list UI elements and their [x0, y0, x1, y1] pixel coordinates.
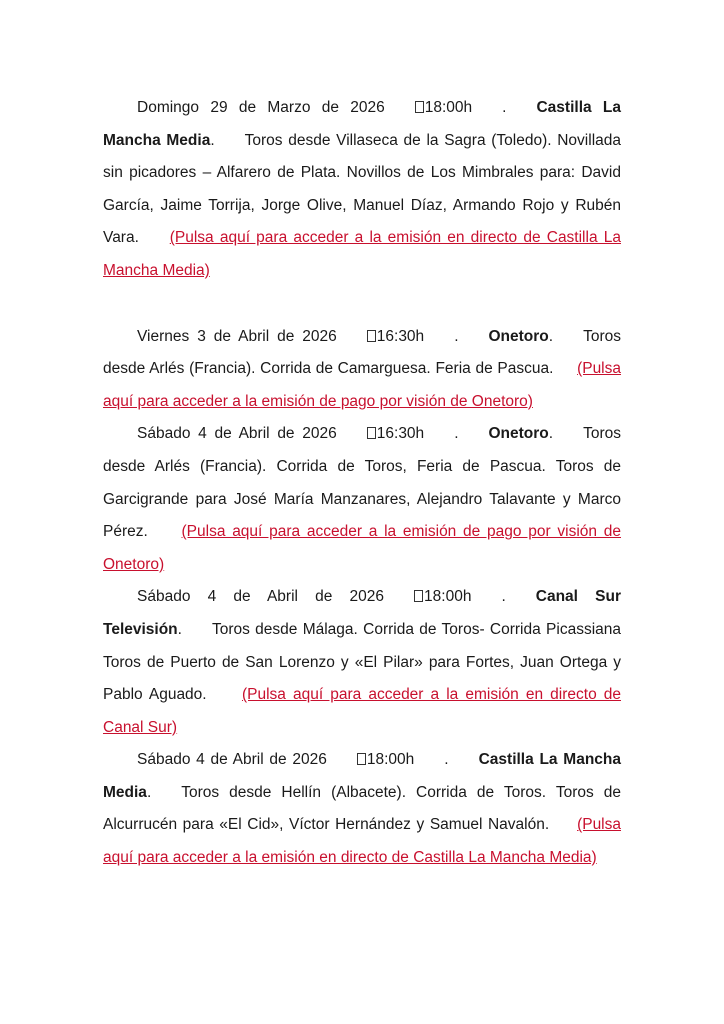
- entry-date: Domingo 29 de Marzo de 2026: [137, 99, 385, 116]
- channel-period: .: [548, 327, 554, 345]
- entry-description: Toros desde Arlés (Francia). Corrida de Toros, Feria de Pascua. Toros de Garcigrande para José María Manzanares, Alejandro Talavante y Marco Pérez.: [103, 425, 621, 541]
- entry-time: 18:00h: [424, 588, 472, 606]
- entry-time: 18:00h: [424, 99, 473, 116]
- entry-description: Toros desde Málaga. Corrida de Toros- Corrida Picassiana Toros de Puerto de San Lorenzo y «El Pilar» para Fortes, Juan Ortega y Pablo Aguado.: [103, 620, 621, 704]
- broadcast-schedule: [103, 92, 621, 875]
- broadcast-link[interactable]: (Pulsa aquí para acceder a la emisión de pago por visión de Onetoro): [103, 523, 621, 573]
- clock-icon: [414, 590, 423, 602]
- channel-period: .: [177, 620, 182, 638]
- entry-dot: .: [502, 99, 507, 116]
- schedule-entry: [103, 744, 621, 874]
- entry-dot: .: [444, 751, 449, 769]
- channel-name: Onetoro: [488, 327, 549, 345]
- entry-description: Toros desde Arlés (Francia). Corrida de Camarguesa. Feria de Pascua.: [103, 327, 621, 378]
- entry-time: 18:00h: [366, 751, 415, 769]
- schedule-entry: [103, 321, 621, 419]
- entry-time: 16:30h: [376, 327, 425, 345]
- channel-name: Castilla La Mancha Media: [103, 99, 621, 149]
- channel-period: .: [548, 425, 554, 443]
- broadcast-link[interactable]: (Pulsa aquí para acceder a la emisión en directo de Castilla La Mancha Media): [103, 229, 621, 279]
- entry-description: Toros desde Hellín (Albacete). Corrida de Toros. Toros de Alcurrucén para «El Cid», Víctor Hernández y Samuel Navalón.: [103, 783, 621, 834]
- entry-dot: .: [501, 588, 506, 606]
- channel-period: .: [210, 131, 215, 149]
- broadcast-link[interactable]: (Pulsa aquí para acceder a la emisión en directo de Castilla La Mancha Media): [103, 816, 621, 867]
- channel-name: Castilla La Mancha Media: [103, 751, 621, 801]
- schedule-entry: [103, 92, 621, 288]
- broadcast-link[interactable]: (Pulsa aquí para acceder a la emisión de pago por visión de Onetoro): [103, 360, 621, 410]
- clock-icon: [367, 330, 376, 342]
- entry-date: Viernes 3 de Abril de 2026: [137, 327, 337, 345]
- entry-dot: .: [454, 327, 459, 345]
- entry-time: 16:30h: [376, 425, 425, 443]
- channel-period: .: [146, 783, 152, 801]
- channel-name: Onetoro: [488, 425, 549, 443]
- entry-dot: .: [454, 425, 459, 443]
- clock-icon: [357, 753, 366, 765]
- entry-date: Sábado 4 de Abril de 2026: [137, 425, 337, 443]
- schedule-entry: [103, 418, 621, 581]
- entry-date: Sábado 4 de Abril de 2026: [137, 751, 327, 769]
- broadcast-link[interactable]: (Pulsa aquí para acceder a la emisión en directo de Canal Sur): [103, 686, 621, 736]
- entry-date: Sábado 4 de Abril de 2026: [137, 588, 385, 606]
- channel-name: Canal Sur Televisión: [103, 588, 621, 638]
- clock-icon: [367, 427, 376, 439]
- schedule-entry: [103, 581, 621, 744]
- clock-icon: [415, 101, 424, 113]
- entry-description: Toros desde Villaseca de la Sagra (Toledo). Novillada sin picadores – Alfarero de Plata. Novillos de Los Mimbrales para: David García, Jaime Torrija, Jorge Olive, Manuel Díaz, Armando Rojo y Rubén Vara.: [103, 131, 621, 247]
